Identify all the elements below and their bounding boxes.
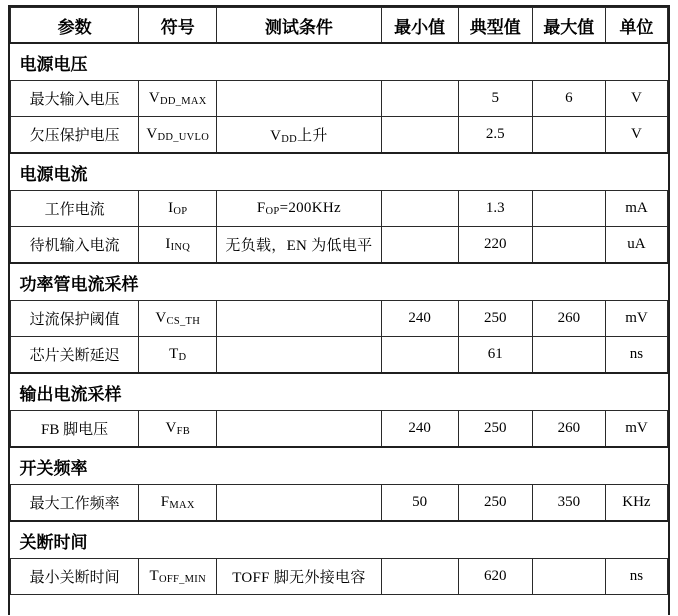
- max-value-cell: [532, 337, 605, 374]
- section-row: [11, 43, 668, 81]
- test-condition-cell: [217, 81, 381, 117]
- typical-value-cell: 620: [458, 559, 532, 595]
- max-value-cell: [532, 117, 605, 154]
- parameter-name: FB 脚电压: [11, 411, 139, 448]
- table-row: [11, 559, 668, 595]
- column-header-typ: 典型值: [458, 8, 532, 44]
- section-title: 电源电压: [11, 43, 668, 81]
- test-condition-text: $F_{OP}=200KHz$: [256, 200, 341, 217]
- typical-value-cell: 2.5: [458, 117, 532, 154]
- symbol-cell: [139, 337, 217, 374]
- header-row: [11, 8, 668, 44]
- test-condition-cell: [217, 485, 381, 522]
- typical-value-cell: 250: [458, 485, 532, 522]
- max-value-cell: [532, 559, 605, 595]
- unit-cell: V: [605, 117, 667, 154]
- section-title: 电源电流: [11, 153, 668, 191]
- table-header: [11, 8, 668, 44]
- parameter-name: 待机输入电流: [11, 227, 139, 264]
- section-title: 开关频率: [11, 447, 668, 485]
- parameter-name: 芯片关断延迟: [11, 337, 139, 374]
- symbol-cell: [139, 117, 217, 154]
- symbol-text: $F_{MAX}$: [160, 494, 195, 511]
- unit-cell: mV: [605, 411, 667, 448]
- parameter-name: 最大工作频率: [11, 485, 139, 522]
- symbol-text: $V_{FB}$: [165, 420, 191, 437]
- symbol-text: $T_{OFF\_MIN}$: [149, 568, 206, 585]
- symbol-cell: [139, 411, 217, 448]
- max-value-cell: 6: [532, 81, 605, 117]
- symbol-text: $V_{DD\_MAX}$: [148, 90, 207, 107]
- typical-value-cell: 250: [458, 411, 532, 448]
- table-row: [11, 337, 668, 374]
- column-header-symbol: 符号: [139, 8, 217, 44]
- max-value-cell: 260: [532, 411, 605, 448]
- max-value-cell: 350: [532, 485, 605, 522]
- table-row: [11, 81, 668, 117]
- min-value-cell: [381, 337, 458, 374]
- typical-value-cell: 220: [458, 227, 532, 264]
- min-value-cell: [381, 559, 458, 595]
- test-condition-cell: [217, 191, 381, 227]
- symbol-text: $I_{OP}$: [168, 200, 188, 217]
- section-row: [11, 447, 668, 485]
- test-condition-cell: [217, 301, 381, 337]
- electrical-characteristics-table-frame: [8, 5, 670, 615]
- max-value-cell: 260: [532, 301, 605, 337]
- unit-cell: V: [605, 81, 667, 117]
- table-row: [11, 191, 668, 227]
- test-condition-cell: [217, 337, 381, 374]
- typical-value-cell: 1.3: [458, 191, 532, 227]
- unit-cell: ns: [605, 337, 667, 374]
- min-value-cell: 240: [381, 301, 458, 337]
- symbol-cell: [139, 485, 217, 522]
- min-value-cell: [381, 227, 458, 264]
- parameter-name: 过流保护阈值: [11, 301, 139, 337]
- test-condition-cell: [217, 559, 381, 595]
- section-title: 输出电流采样: [11, 373, 668, 411]
- unit-cell: mV: [605, 301, 667, 337]
- section-title: 功率管电流采样: [11, 263, 668, 301]
- column-header-max: 最大值: [532, 8, 605, 44]
- symbol-cell: [139, 81, 217, 117]
- unit-cell: ns: [605, 559, 667, 595]
- typical-value-cell: 5: [458, 81, 532, 117]
- test-condition-cell: [217, 117, 381, 154]
- unit-cell: mA: [605, 191, 667, 227]
- column-header-min: 最小值: [381, 8, 458, 44]
- electrical-characteristics-table: [10, 7, 668, 595]
- table-row: [11, 411, 668, 448]
- column-header-param: 参数: [11, 8, 139, 44]
- min-value-cell: [381, 191, 458, 227]
- test-condition-text: $V_{DD}$上升: [270, 128, 328, 145]
- symbol-text: $I_{INQ}$: [165, 236, 191, 253]
- symbol-cell: [139, 191, 217, 227]
- max-value-cell: [532, 227, 605, 264]
- section-row: [11, 263, 668, 301]
- unit-cell: uA: [605, 227, 667, 264]
- section-row: [11, 153, 668, 191]
- table-body: [11, 43, 668, 595]
- max-value-cell: [532, 191, 605, 227]
- table-row: [11, 301, 668, 337]
- column-header-cond: 测试条件: [217, 8, 381, 44]
- section-title: 关断时间: [11, 521, 668, 559]
- section-row: [11, 373, 668, 411]
- test-condition-cell: [217, 227, 381, 264]
- table-row: [11, 485, 668, 522]
- parameter-name: 最小关断时间: [11, 559, 139, 595]
- parameter-name: 工作电流: [11, 191, 139, 227]
- symbol-text: $V_{DD\_UVLO}$: [146, 126, 210, 143]
- unit-cell: KHz: [605, 485, 667, 522]
- parameter-name: 最大输入电压: [11, 81, 139, 117]
- min-value-cell: [381, 81, 458, 117]
- min-value-cell: 240: [381, 411, 458, 448]
- typical-value-cell: 61: [458, 337, 532, 374]
- table-row: [11, 117, 668, 154]
- section-row: [11, 521, 668, 559]
- symbol-text: $V_{CS\_TH}$: [155, 310, 201, 327]
- next-section-cutoff: [10, 595, 668, 615]
- symbol-text: $T_D$: [169, 346, 187, 363]
- test-condition-text: 无负载，EN 为低电平: [225, 238, 373, 254]
- column-header-unit: 单位: [605, 8, 667, 44]
- symbol-cell: [139, 301, 217, 337]
- symbol-cell: [139, 559, 217, 595]
- symbol-cell: [139, 227, 217, 264]
- table-row: [11, 227, 668, 264]
- min-value-cell: [381, 117, 458, 154]
- test-condition-text: TOFF 脚无外接电容: [232, 570, 366, 586]
- test-condition-cell: [217, 411, 381, 448]
- parameter-name: 欠压保护电压: [11, 117, 139, 154]
- min-value-cell: 50: [381, 485, 458, 522]
- typical-value-cell: 250: [458, 301, 532, 337]
